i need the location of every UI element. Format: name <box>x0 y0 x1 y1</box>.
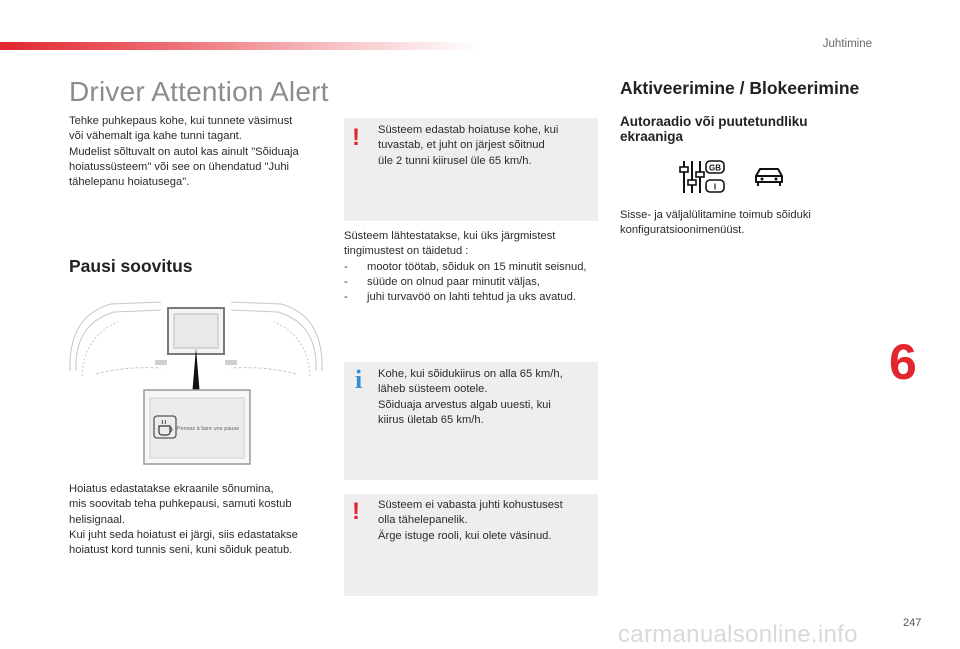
header-accent-bar <box>0 42 480 50</box>
exclamation-icon: ! <box>352 124 360 151</box>
warning-line: Süsteem ei vabasta juhti kohustusest <box>378 499 563 511</box>
info-line: Sõiduaja arvestus algab uuesti, kui <box>378 398 551 411</box>
list-item: - juhi turvavöö on lahti tehtud ja uks avatud. <box>344 290 599 305</box>
intro-line: Tehke puhkepaus kohe, kui tunnete väsimust <box>69 115 293 127</box>
warning-line: Süsteem edastab hoiatuse kohe, kui <box>378 124 559 136</box>
instrument-cluster-illustration <box>66 296 326 468</box>
warning-box-drive-time <box>344 118 598 221</box>
intro-line: tähelepanu hoiatusega". <box>69 176 190 189</box>
info-badge-label: I <box>713 182 717 192</box>
reset-line: Süsteem lähtestatakse, kui üks järgmistest <box>344 230 556 242</box>
warning-text <box>378 498 588 544</box>
chapter-number: 6 <box>889 334 917 390</box>
page-title: Driver Attention Alert <box>69 76 329 107</box>
warning-line: olla tähelepanelik. <box>378 514 468 527</box>
warning-line: üle 2 tunni kiirusel üle 65 km/h. <box>378 154 532 167</box>
language-badge-label: GB <box>709 163 721 173</box>
warning-line: tuvastab, et juht on järjest sõitnud <box>378 139 545 152</box>
caption-line: Kui juht seda hoiatust ei järgi, siis edastatakse <box>69 528 298 541</box>
info-box-standby <box>344 362 598 480</box>
intro-line: Mudelist sõltuvalt on autol kas ainult "Sõiduaja <box>69 145 299 158</box>
caption-line: helisignaal. <box>69 513 125 526</box>
reset-conditions-list <box>344 260 599 306</box>
info-line: läheb süsteem ootele. <box>378 383 488 396</box>
warning-text <box>378 123 588 169</box>
info-text <box>378 367 588 428</box>
caption-line: Hoiatus edastatakse ekraanile sõnumina, <box>69 483 274 495</box>
intro-line: või vähemalt iga kahe tunni tagant. <box>69 130 242 143</box>
section-name: Juhtimine <box>822 38 872 50</box>
info-line: kiirus ületab 65 km/h. <box>378 413 484 426</box>
intro-paragraph <box>69 114 339 190</box>
caption-line: hoiatust kord tunnis seni, kuni sõiduk peatub. <box>69 544 293 557</box>
reset-paragraph <box>344 229 599 305</box>
watermark: carmanualsonline.info <box>618 621 858 648</box>
activation-line: konfiguratsioonimenüüst. <box>620 224 745 237</box>
info-line: Kohe, kui sõidukiirus on alla 65 km/h, <box>378 368 563 380</box>
pause-caption <box>69 482 344 558</box>
warning-line: Ärge istuge rooli, kui olete väsinud. <box>378 529 552 542</box>
activation-text <box>620 208 880 239</box>
settings-sliders-icon <box>678 158 728 196</box>
display-message: Pensez à faire une pause <box>176 426 240 432</box>
activation-heading: Aktiveerimine / Blokeerimine <box>620 78 860 98</box>
list-item: - mootor töötab, sõiduk on 15 minutit seisnud, <box>344 260 599 275</box>
subheading-line: Autoraadio või puutetundliku <box>620 114 808 129</box>
activation-line: Sisse- ja väljalülitamine toimub sõiduki <box>620 209 811 221</box>
caption-line: mis soovitab teha puhkepausi, samuti kostub <box>69 498 292 511</box>
warning-box-responsibility <box>344 494 598 596</box>
reset-line: tingimustest on täidetud : <box>344 245 469 258</box>
exclamation-icon: ! <box>352 498 360 525</box>
list-item: - süüde on olnud paar minutit väljas, <box>344 275 599 290</box>
pause-heading: Pausi soovitus <box>69 256 193 276</box>
info-icon: i <box>355 365 363 394</box>
activation-subheading <box>620 114 808 144</box>
subheading-line: ekraaniga <box>620 129 684 144</box>
page-number: 247 <box>903 617 922 629</box>
intro-line: hoiatussüsteem" või see on ühendatud "Juhi <box>69 160 290 173</box>
car-icon <box>752 164 786 190</box>
